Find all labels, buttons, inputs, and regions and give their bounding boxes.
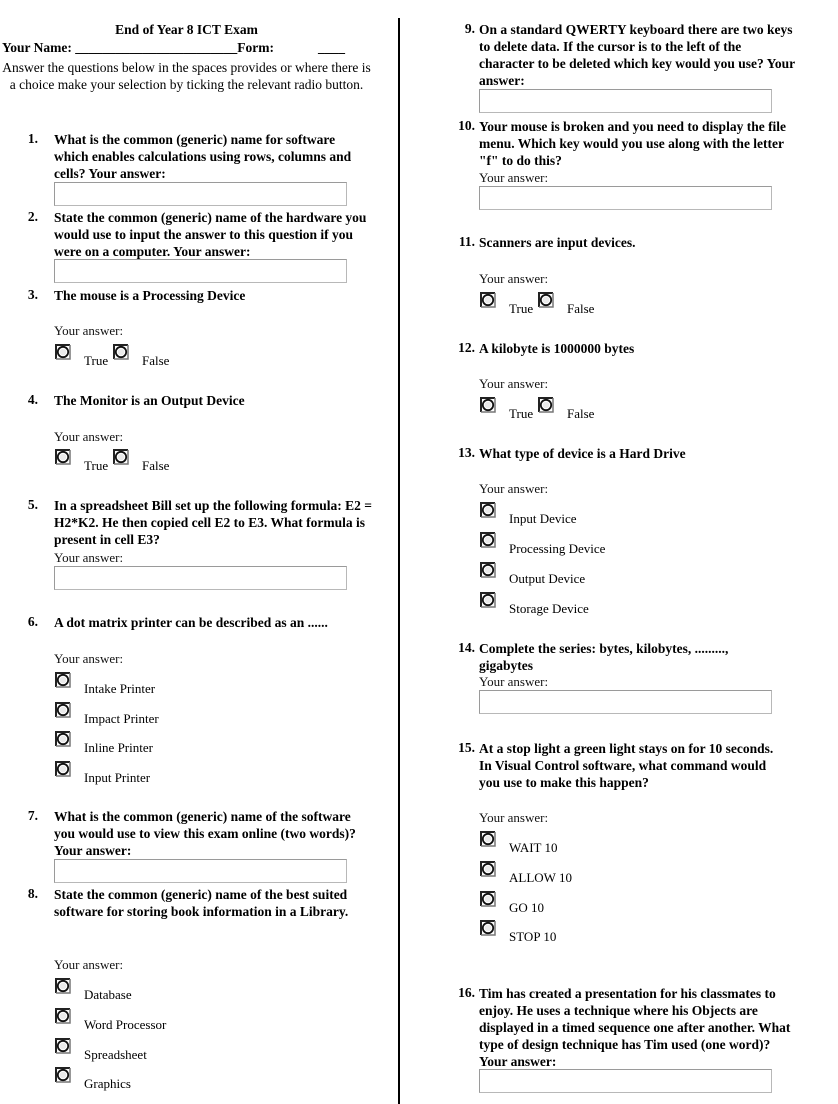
question-text: State the common (generic) name of the best suited software for storing book information in a Library.	[54, 887, 349, 919]
question-number: 5.	[27, 497, 38, 512]
radio-q13-3[interactable]	[480, 562, 496, 578]
radio-button-icon	[55, 978, 71, 994]
option-label: STOP 10	[509, 929, 557, 944]
question-number: 2.	[27, 209, 38, 224]
radio-q15-4[interactable]	[480, 920, 496, 936]
radio-button-icon	[480, 502, 496, 518]
radio-q6-4[interactable]	[55, 761, 71, 777]
option-label: Output Device	[509, 571, 586, 586]
radio-q12-false[interactable]	[538, 397, 554, 413]
answer-input-q9[interactable]	[479, 89, 772, 113]
option-label: Database	[84, 987, 132, 1002]
radio-q13-1[interactable]	[480, 502, 496, 518]
question-text: At a stop light a green light stays on for 10 seconds. In Visual Control software, what command would you use to make this happen?	[479, 741, 774, 790]
option-label: False	[142, 458, 170, 473]
radio-button-icon	[480, 562, 496, 578]
radio-q4-false[interactable]	[113, 449, 129, 465]
answer-input-q7[interactable]	[54, 859, 347, 883]
question-text: A dot matrix printer can be described as an ......	[54, 615, 328, 630]
answer-input-q2[interactable]	[54, 259, 347, 283]
option-label: ALLOW 10	[509, 870, 572, 885]
radio-q6-2[interactable]	[55, 702, 71, 718]
option-label: True	[509, 406, 534, 421]
radio-button-icon	[55, 1038, 71, 1054]
radio-button-icon	[55, 702, 71, 718]
radio-button-icon	[113, 344, 129, 360]
radio-button-icon	[55, 761, 71, 777]
option-label: Storage Device	[509, 601, 589, 616]
question-number: 15.	[458, 740, 475, 755]
radio-q15-2[interactable]	[480, 861, 496, 877]
question-number: 13.	[458, 445, 475, 460]
question-text: Tim has created a presentation for his classmates to enjoy. He uses a technique where his Objects are displayed in a timed sequence one after another. What type of design technique has Tim used (one word)? Your answer:	[479, 986, 791, 1069]
radio-button-icon	[480, 831, 496, 847]
answer-input-q16[interactable]	[479, 1069, 772, 1093]
radio-q6-1[interactable]	[55, 672, 71, 688]
radio-q8-4[interactable]	[55, 1067, 71, 1083]
form-blank: ____	[317, 40, 345, 55]
option-label: Word Processor	[84, 1017, 167, 1032]
question-number: 7.	[27, 808, 38, 823]
question-number: 12.	[458, 340, 475, 355]
radio-button-icon	[55, 672, 71, 688]
radio-q11-true[interactable]	[480, 292, 496, 308]
radio-q8-2[interactable]	[55, 1008, 71, 1024]
name-form-line	[2, 40, 377, 56]
radio-q8-3[interactable]	[55, 1038, 71, 1054]
answer-input-q1[interactable]	[54, 182, 347, 206]
question-text: The mouse is a Processing Device	[54, 288, 246, 303]
name-label: Your Name: ________________________Form:	[2, 40, 274, 55]
option-label: Input Device	[509, 511, 577, 526]
option-label: Input Printer	[84, 770, 151, 785]
answer-label: Your answer:	[54, 651, 124, 666]
question-text: A kilobyte is 1000000 bytes	[479, 341, 635, 356]
question-number: 8.	[27, 886, 38, 901]
radio-button-icon	[480, 861, 496, 877]
option-label: False	[567, 301, 595, 316]
question-text: What is the common (generic) name for software which enables calculations using rows, columns and cells? Your answer:	[54, 132, 352, 181]
option-label: True	[84, 458, 109, 473]
option-label: Impact Printer	[84, 711, 159, 726]
radio-button-icon	[480, 532, 496, 548]
radio-button-icon	[480, 891, 496, 907]
radio-q8-1[interactable]	[55, 978, 71, 994]
answer-label: Your answer:	[479, 376, 549, 391]
radio-button-icon	[480, 397, 496, 413]
option-label: Inline Printer	[84, 740, 153, 755]
option-label: Processing Device	[509, 541, 606, 556]
option-label: False	[567, 406, 595, 421]
question-number: 4.	[27, 392, 38, 407]
answer-label: Your answer:	[479, 810, 549, 825]
radio-button-icon	[55, 1008, 71, 1024]
option-label: WAIT 10	[509, 840, 558, 855]
answer-label: Your answer:	[479, 271, 549, 286]
column-divider	[398, 18, 400, 1104]
radio-button-icon	[55, 1067, 71, 1083]
question-number: 6.	[27, 614, 38, 629]
radio-button-icon	[480, 292, 496, 308]
radio-button-icon	[55, 449, 71, 465]
radio-button-icon	[55, 731, 71, 747]
question-text: What type of device is a Hard Drive	[479, 446, 686, 461]
radio-button-icon	[113, 449, 129, 465]
radio-q3-true[interactable]	[55, 344, 71, 360]
radio-button-icon	[55, 344, 71, 360]
question-number: 11.	[458, 234, 475, 249]
question-text: Scanners are input devices.	[479, 235, 636, 250]
radio-q6-3[interactable]	[55, 731, 71, 747]
radio-q3-false[interactable]	[113, 344, 129, 360]
question-text: What is the common (generic) name of the software you would use to view this exam online (two words)? Your answer:	[54, 809, 356, 858]
radio-q11-false[interactable]	[538, 292, 554, 308]
option-label: GO 10	[509, 900, 545, 915]
option-label: True	[84, 353, 109, 368]
radio-q12-true[interactable]	[480, 397, 496, 413]
radio-q15-1[interactable]	[480, 831, 496, 847]
radio-q13-2[interactable]	[480, 532, 496, 548]
question-number: 9.	[464, 21, 475, 36]
radio-q4-true[interactable]	[55, 449, 71, 465]
option-label: Spreadsheet	[84, 1047, 147, 1062]
question-number: 14.	[458, 640, 475, 655]
question-number: 1.	[27, 131, 38, 146]
radio-button-icon	[480, 920, 496, 936]
answer-label: Your answer:	[54, 550, 124, 565]
radio-button-icon	[538, 292, 554, 308]
answer-label: Your answer:	[479, 674, 549, 689]
page-title: End of Year 8 ICT Exam	[115, 22, 258, 37]
question-number: 3.	[27, 287, 38, 302]
answer-label: Your answer:	[479, 170, 549, 185]
option-label: False	[142, 353, 170, 368]
radio-q13-4[interactable]	[480, 592, 496, 608]
radio-button-icon	[480, 592, 496, 608]
question-text: On a standard QWERTY keyboard there are two keys to delete data. If the cursor is to the left of the character to be deleted which key would you use? Your answer:	[479, 22, 795, 88]
answer-label: Your answer:	[479, 481, 549, 496]
question-text: In a spreadsheet Bill set up the following formula: E2 = H2*K2. He then copied cell E2 to E3. What formula is present in cell E3?	[54, 498, 372, 547]
option-label: Graphics	[84, 1076, 131, 1091]
question-number: 16.	[458, 985, 475, 1000]
radio-button-icon	[538, 397, 554, 413]
question-text: The Monitor is an Output Device	[54, 393, 245, 408]
answer-label: Your answer:	[54, 429, 124, 444]
option-label: Intake Printer	[84, 681, 156, 696]
radio-q15-3[interactable]	[480, 891, 496, 907]
answer-input-q14[interactable]	[479, 690, 772, 714]
question-text: State the common (generic) name of the hardware you would use to input the answer to this question if you were on a computer. Your answer:	[54, 210, 367, 259]
question-text: Your mouse is broken and you need to display the file menu. Which key would you use along with the letter "f" to do this?	[479, 119, 787, 168]
instructions: Answer the questions below in the spaces provides or where there is a choice make your selection by ticking the relevant radio button.	[2, 60, 371, 92]
answer-input-q5[interactable]	[54, 566, 347, 590]
answer-label: Your answer:	[54, 323, 124, 338]
option-label: True	[509, 301, 534, 316]
answer-label: Your answer:	[54, 957, 124, 972]
question-text: Complete the series: bytes, kilobytes, ........., gigabytes	[479, 641, 729, 673]
answer-input-q10[interactable]	[479, 186, 772, 210]
question-number: 10.	[458, 118, 475, 133]
